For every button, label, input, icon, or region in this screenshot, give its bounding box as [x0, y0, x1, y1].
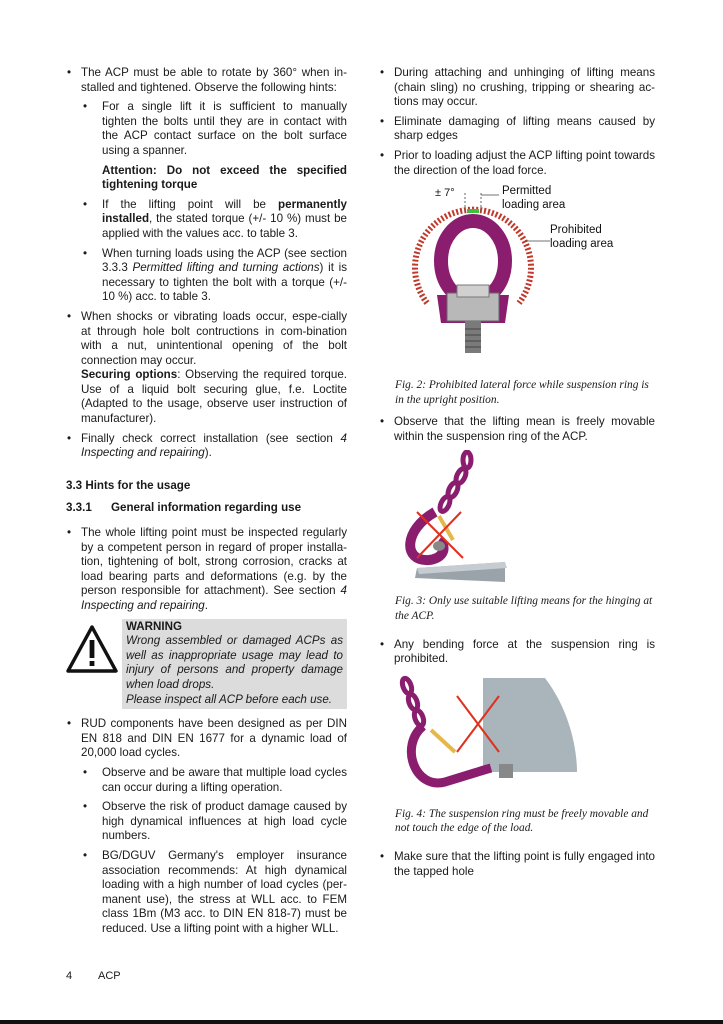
acp-base: [499, 764, 513, 778]
load-edge: [483, 678, 577, 772]
warning-text: Wrong assembled or damaged ACPs as well as inappropriate usage may lead to injury of persons and property damage when load drops.: [126, 634, 343, 691]
text: ) it is necessary to tighten the bolt with a torque (+/- 10 %) acc. to table 3.: [102, 261, 347, 304]
warning-box: [122, 619, 347, 710]
list-item: [80, 849, 347, 937]
warning-triangle-icon: [66, 623, 118, 675]
page-number: 4: [66, 970, 73, 982]
figure-2-acp-loading-areas: [395, 183, 655, 373]
text: During attaching and unhinging of lifting means (chain sling) no crushing, tripping or shearing ac-tions may occur.: [394, 66, 655, 109]
list-item: [379, 66, 655, 110]
bolt: [465, 321, 481, 353]
warning-block: [66, 619, 347, 710]
text: Observe the risk of product damage caused by high dynamical influences at high load cycle numbers.: [102, 800, 347, 843]
figure-4-caption: Fig. 4: The suspension ring must be freely movable and not touch the edge of the load.: [395, 807, 649, 835]
section-ref: 4 Inspecting and repairing: [81, 431, 347, 460]
figure-4-bending-force: [395, 672, 655, 802]
bold-text: permanently installed: [102, 197, 347, 226]
attention-note: Attention: Do not exceed the specified tightening torque: [102, 163, 347, 192]
list-item: [66, 66, 347, 95]
text: For a single lift it is sufficient to manually tighten the bolts until they are in contact with the ACP contact surface on the bolt surface using a spanner.: [102, 100, 347, 157]
permitted-label-2: loading area: [502, 199, 566, 212]
list-item: [80, 800, 347, 844]
text: Observe that the lifting mean is freely movable within the suspension ring of the ACP.: [394, 415, 655, 443]
text: BG/DGUV Germany's employer insurance association recommends: At high dynamical loading with a high number of load cycles (per-manent use), the stress at WLL acc. to FEM class 1Bm (M3 acc. to DIN EN 818-7) must be reduced. Use a lifting point with a higher WLL.: [102, 848, 347, 935]
figure-2-caption: Fig. 2: Prohibited lateral force while suspension ring is in the upright position.: [395, 378, 649, 406]
section-ref: Permitted lifting and turning actions: [132, 261, 320, 275]
safety-latch: [431, 730, 455, 752]
permitted-area-marker: [467, 209, 479, 213]
text: Eliminate damaging of lifting means caused by sharp edges: [394, 114, 655, 143]
text: Make sure that the lifting point is fully engaged into the tapped hole: [394, 850, 655, 878]
warning-text-2: Please inspect all ACP before each use.: [126, 692, 333, 706]
text: .: [204, 599, 208, 612]
subsection-title: General information regarding use: [111, 501, 302, 515]
subsection-number: 3.3.1: [66, 501, 92, 515]
list-item: [80, 198, 347, 242]
bottom-rule: [0, 1020, 723, 1024]
list-item: [66, 310, 347, 427]
text: When shocks or vibrating loads occur, espe-cially at through hole bolt contructions in com-bination with a nut, unintentional opening of the bolt connection may occur.: [81, 309, 347, 367]
section-ref: 4 Inspecting and repairing: [81, 584, 347, 612]
list-item: [66, 526, 347, 614]
acp-ring: [433, 541, 445, 551]
subsection-heading: [66, 501, 347, 516]
document-name: ACP: [98, 970, 121, 982]
list-item: [379, 149, 655, 178]
text: Finally check correct installation (see section: [81, 431, 341, 445]
section-heading: 3.3 Hints for the usage: [66, 478, 191, 492]
text: The whole lifting point must be inspected regularly by a competent person in regard of proper installa-tion, tightening of bolt, strong corrosion, cracks at load bearing parts and deformations (e.g. by the person responsible for attachment). See section: [81, 526, 347, 598]
list-item: [80, 100, 347, 158]
prohibited-label-2: loading area: [550, 238, 614, 251]
right-column: [379, 66, 655, 884]
list-item: [80, 766, 347, 795]
list-item: [379, 115, 655, 144]
text: ).: [204, 446, 212, 460]
text: : Observing the required torque. Use of a liquid bolt securing glue, f.e. Loctite (Adapted to the usage, observe user instruction of manufacturer).: [81, 368, 348, 426]
list-item: [379, 638, 655, 667]
chain-icon: [401, 677, 426, 727]
list-item: [66, 432, 347, 461]
acp-nut: [457, 285, 489, 297]
figure-3-caption: Fig. 3: Only use suitable lifting means for the hinging at the ACP.: [395, 595, 653, 622]
bold-text: Securing options: [81, 368, 178, 382]
text: Any bending force at the suspension ring is prohibited.: [394, 637, 655, 666]
prohibited-label-1: Prohibited: [550, 224, 602, 237]
text: RUD components have been designed as per DIN EN 818 and DIN EN 1677 for a dynamic load of 20,000 load cycles.: [81, 717, 347, 760]
hook-icon: [411, 726, 491, 783]
angle-label: ± 7°: [435, 187, 455, 200]
text: Observe and be aware that multiple load cycles can occur during a lifting operation.: [102, 765, 347, 794]
permitted-label-1: Permitted: [502, 185, 552, 198]
text: When turning loads using the ACP (see section 3.3.3: [102, 246, 347, 275]
list-item: [80, 247, 347, 305]
text: , the stated torque (+/- 10 %) must be applied with the values acc. to table 3.: [102, 212, 347, 240]
list-item: [66, 717, 347, 761]
text: The ACP must be able to rotate by 360° when in-stalled and tightened. Observe the following hints:: [81, 66, 347, 94]
chain-icon: [438, 452, 471, 513]
figure-3-wrong-hook: [395, 450, 655, 590]
list-item: [379, 850, 655, 879]
text: If the lifting point will be: [102, 197, 279, 211]
text: Prior to loading adjust the ACP lifting point towards the direction of the load force.: [394, 148, 655, 177]
left-column: [66, 66, 347, 941]
list-item: [379, 415, 655, 444]
warning-title: WARNING: [126, 619, 183, 633]
